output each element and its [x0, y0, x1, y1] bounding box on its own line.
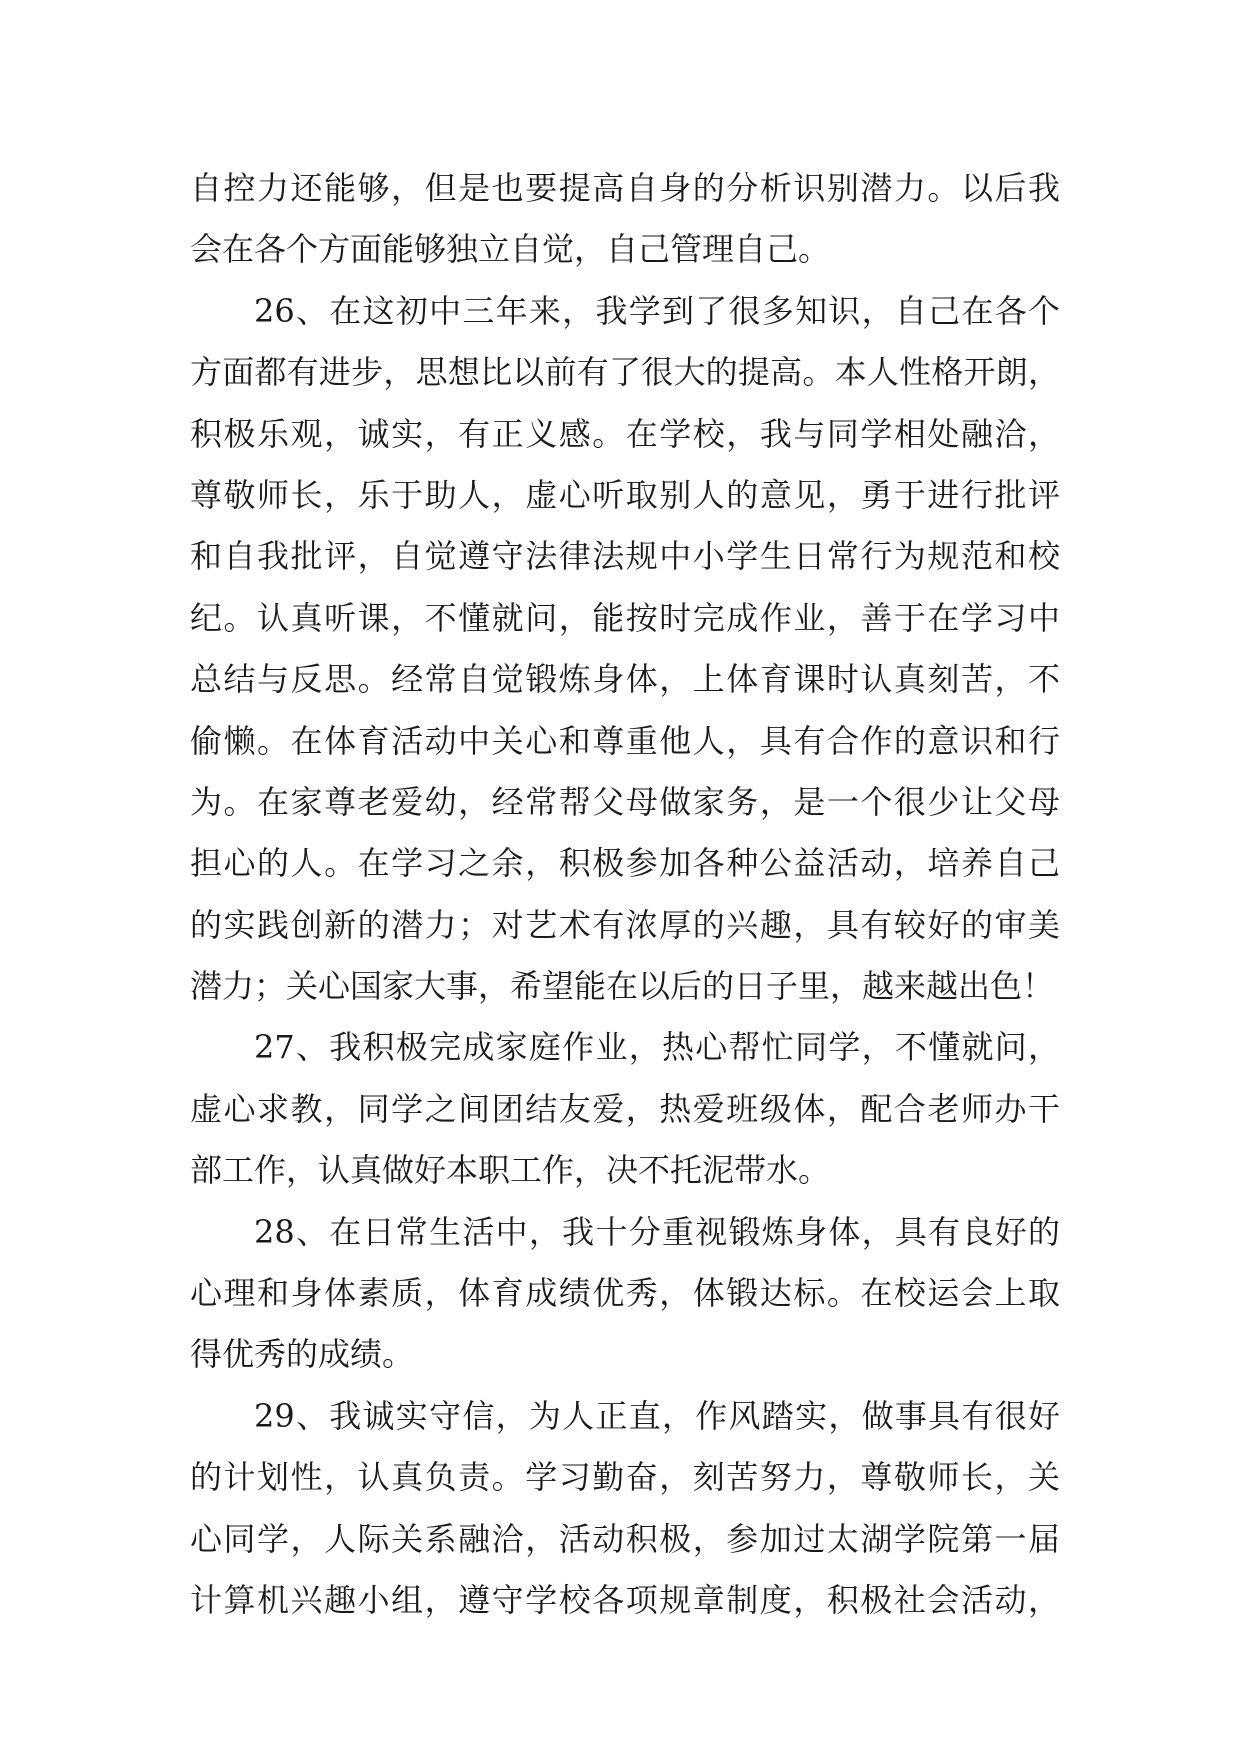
text-line: 纪。认真听课，不懂就问，能按时完成作业，善于在学习中: [190, 598, 1060, 637]
text-line: 潜力；关心国家大事，希望能在以后的日子里，越来越出色！: [190, 967, 1055, 1006]
text-line: 计算机兴趣小组，遵守学校各项规章制度，积极社会活动，: [190, 1580, 1060, 1619]
text-line: 尊敬师长，乐于助人，虚心听取别人的意见，勇于进行批评: [190, 475, 1060, 514]
paragraph-27: [190, 1017, 1060, 1201]
text-line: 为。在家尊老爱幼，经常帮父母做家务，是一个很少让父母: [190, 782, 1060, 821]
paragraph-28: [190, 1202, 1060, 1386]
text-line: 会在各个方面能够独立自觉，自己管理自己。: [190, 230, 831, 269]
document-body: [190, 158, 1060, 1631]
text-line: 积极乐观，诚实，有正义感。在学校，我与同学相处融洽，: [190, 414, 1060, 453]
text-line: 得优秀的成绩。: [190, 1335, 415, 1374]
text-line: 心理和身体素质，体育成绩优秀，体锻达标。在校运会上取: [190, 1274, 1060, 1313]
paragraph-25-continued: [190, 158, 1060, 281]
text-line: 部工作，认真做好本职工作，决不托泥带水。: [190, 1151, 831, 1190]
text-line: 偷懒。在体育活动中关心和尊重他人，具有合作的意识和行: [190, 721, 1060, 760]
text-line: 的计划性，认真负责。学习勤奋，刻苦努力，尊敬师长，关: [190, 1458, 1060, 1497]
paragraph-29: [190, 1386, 1060, 1632]
text-line: 29、我诚实守信，为人正直，作风踏实，做事具有很好: [254, 1396, 1060, 1435]
text-line: 心同学，人际关系融洽，活动积极，参加过太湖学院第一届: [190, 1519, 1060, 1558]
text-line: 27、我积极完成家庭作业，热心帮忙同学，不懂就问，: [254, 1028, 1060, 1067]
text-line: 28、在日常生活中，我十分重视锻炼身体，具有良好的: [254, 1212, 1060, 1251]
paragraph-26: [190, 281, 1060, 1018]
text-line: 虚心求教，同学之间团结友爱，热爱班级体，配合老师办干: [190, 1089, 1060, 1128]
text-line: 自控力还能够，但是也要提高自身的分析识别潜力。以后我: [190, 169, 1060, 207]
text-line: 26、在这初中三年来，我学到了很多知识，自己在各个: [254, 291, 1060, 330]
text-line: 总结与反思。经常自觉锻炼身体，上体育课时认真刻苦，不: [190, 660, 1060, 699]
text-line: 和自我批评，自觉遵守法律法规中小学生日常行为规范和校: [190, 537, 1060, 576]
text-line: 担心的人。在学习之余，积极参加各种公益活动，培养自己: [190, 844, 1060, 883]
text-line: 方面都有进步，思想比以前有了很大的提高。本人性格开朗，: [190, 353, 1060, 392]
text-line: 的实践创新的潜力；对艺术有浓厚的兴趣，具有较好的审美: [190, 905, 1060, 944]
